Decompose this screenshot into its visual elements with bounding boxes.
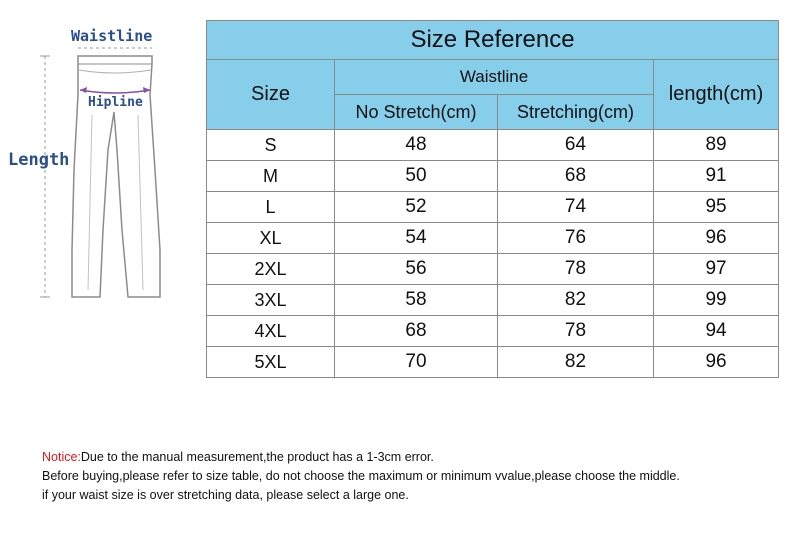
length-cell: 96 (654, 223, 779, 254)
no-stretch-cell: 68 (335, 316, 498, 347)
no-stretch-column-header: No Stretch(cm) (335, 95, 498, 130)
hipline-label: Hipline (88, 95, 143, 110)
length-cell: 89 (654, 130, 779, 161)
pants-size-diagram (0, 0, 200, 320)
table-row (207, 285, 779, 316)
size-cell: 2XL (207, 254, 335, 285)
table-row (207, 254, 779, 285)
size-column-header: Size (207, 60, 335, 130)
size-cell: XL (207, 223, 335, 254)
size-cell: L (207, 192, 335, 223)
stretching-cell: 68 (498, 161, 654, 192)
table-row (207, 223, 779, 254)
length-column-header: length(cm) (654, 60, 779, 130)
notice-block (42, 448, 782, 505)
length-cell: 95 (654, 192, 779, 223)
table-row (207, 161, 779, 192)
size-cell: S (207, 130, 335, 161)
table-row (207, 192, 779, 223)
size-cell: 4XL (207, 316, 335, 347)
length-cell: 94 (654, 316, 779, 347)
table-row (207, 130, 779, 161)
notice-line-2: Before buying,please refer to size table, do not choose the maximum or minimum vvalue,please choose the middle. (42, 469, 680, 483)
waistline-label: Waistline (71, 27, 153, 45)
stretching-column-header: Stretching(cm) (498, 95, 654, 130)
no-stretch-cell: 70 (335, 347, 498, 378)
length-cell: 99 (654, 285, 779, 316)
no-stretch-cell: 56 (335, 254, 498, 285)
waistline-column-header: Waistline (335, 60, 654, 95)
notice-line-3: if your waist size is over stretching data, please select a large one. (42, 488, 409, 502)
size-cell: 5XL (207, 347, 335, 378)
table-row (207, 316, 779, 347)
stretching-cell: 82 (498, 347, 654, 378)
stretching-cell: 76 (498, 223, 654, 254)
table-title: Size Reference (207, 21, 779, 60)
size-cell: 3XL (207, 285, 335, 316)
length-label: Length (8, 150, 70, 170)
table-row (207, 347, 779, 378)
stretching-cell: 78 (498, 254, 654, 285)
size-reference-table (206, 20, 779, 378)
no-stretch-cell: 52 (335, 192, 498, 223)
notice-prefix: Notice: (42, 450, 81, 464)
notice-line-1: Due to the manual measurement,the product has a 1-3cm error. (80, 450, 434, 464)
length-cell: 97 (654, 254, 779, 285)
stretching-cell: 78 (498, 316, 654, 347)
no-stretch-cell: 48 (335, 130, 498, 161)
no-stretch-cell: 50 (335, 161, 498, 192)
length-cell: 96 (654, 347, 779, 378)
no-stretch-cell: 58 (335, 285, 498, 316)
length-cell: 91 (654, 161, 779, 192)
stretching-cell: 82 (498, 285, 654, 316)
size-cell: M (207, 161, 335, 192)
no-stretch-cell: 54 (335, 223, 498, 254)
stretching-cell: 64 (498, 130, 654, 161)
stretching-cell: 74 (498, 192, 654, 223)
